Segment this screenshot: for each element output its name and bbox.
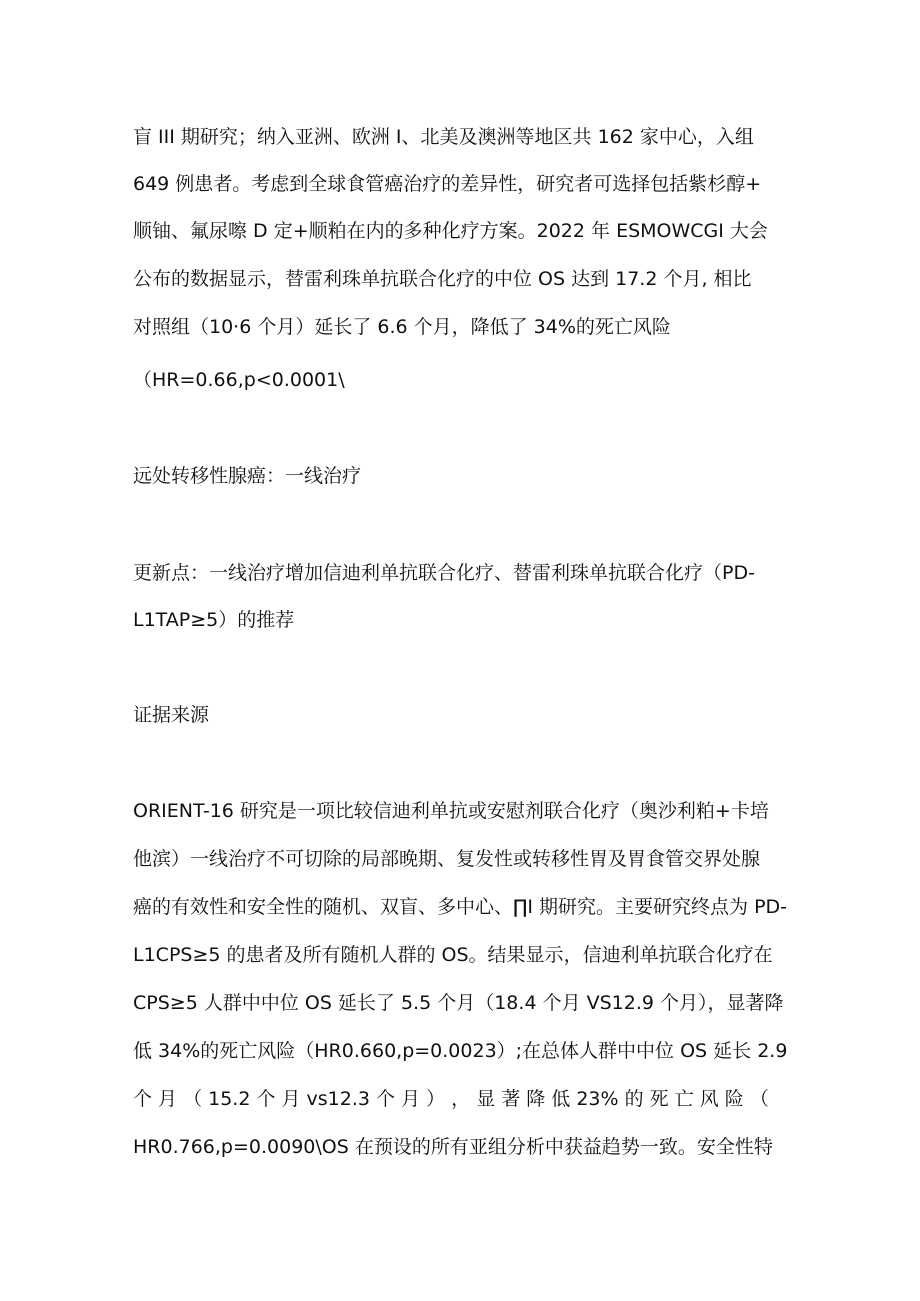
paragraph-1-line-5: 对照组（10·6 个月）延长了 6.6 个月，降低了 34%的死亡风险 [133, 316, 671, 338]
paragraph-1-line-2: 649 例患者。考虑到全球食管癌治疗的差异性，研究者可选择包括紫杉醇+ [133, 173, 762, 195]
paragraph-2-line-2: 他滨）一线治疗不可切除的局部晚期、复发性或转移性胃及胃食管交界处腺 [133, 848, 761, 870]
paragraph-1-line-3: 顺铀、氟尿嚓 D 定+顺粕在内的多种化疗方案。2022 年 ESMOWCGI 大会 [133, 220, 768, 242]
update-line-1: 更新点：一线治疗增加信迪利单抗联合化疗、替雷利珠单抗联合化疗（PD- [133, 562, 755, 584]
paragraph-2-line-8: HR0.766,p=0.0090\OS 在预设的所有亚组分析中获益趋势一致。安全性特 [133, 1136, 773, 1158]
paragraph-2-line-1: ORIENT-16 研究是一项比较信迪利单抗或安慰剂联合化疗（奥沙利粕+卡培 [133, 800, 769, 822]
update-line-2: L1TAP≥5）的推荐 [133, 609, 295, 631]
paragraph-1-line-1: 盲 III 期研究；纳入亚洲、欧洲 I、北美及澳洲等地区共 162 家中心，入组 [133, 126, 754, 148]
paragraph-2-line-6: 低 34%的死亡风险（HR0.660,p=0.0023）;在总体人群中中位 OS 延长 2.9 [133, 1040, 788, 1062]
paragraph-1-line-4: 公布的数据显示，替雷利珠单抗联合化疗的中位 OS 达到 17.2 个月, 相比 [133, 268, 752, 290]
section-heading-metastatic: 远处转移性腺癌：一线治疗 [133, 465, 362, 487]
paragraph-2-line-3: 癌的有效性和安全性的随机、双盲、多中心、∏I 期研究。主要研究终点为 PD- [133, 896, 788, 918]
paragraph-2-line-7: 个 月 （ 15.2 个 月 vs12.3 个 月 ） ， 显 著 降 低 23% 的 死 亡 风 险 （ [133, 1088, 769, 1110]
section-heading-evidence: 证据来源 [133, 704, 210, 726]
paragraph-2-line-5: CPS≥5 人群中中位 OS 延长了 5.5 个月（18.4 个月 VS12.9 个月），显著降 [133, 992, 784, 1014]
paragraph-2-line-4: L1CPS≥5 的患者及所有随机人群的 OS。结果显示，信迪利单抗联合化疗在 [133, 944, 773, 966]
paragraph-1-line-6: （HR=0.66,p<0.0001\ [133, 369, 345, 391]
